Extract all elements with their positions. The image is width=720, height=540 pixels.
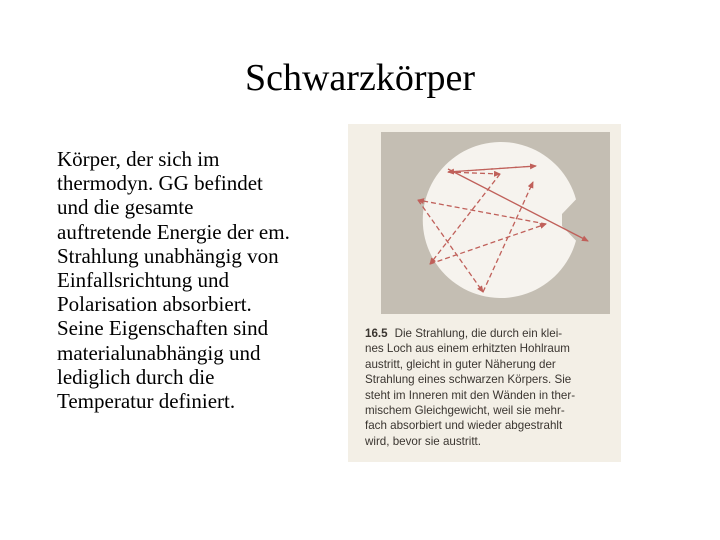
caption-line: steht im Inneren mit den Wänden in ther- [365, 388, 576, 402]
cavity [423, 142, 576, 298]
figure-caption [365, 326, 621, 449]
body-line: Polarisation absorbiert. [57, 292, 252, 317]
caption-line: mischem Gleichgewicht, weil sie mehr- [365, 404, 565, 418]
body-line: materialunabhängig und [57, 340, 261, 365]
body-line: Einfallsrichtung und [57, 268, 230, 293]
body-line: thermodyn. GG befindet [57, 171, 263, 196]
body-line: Temperatur definiert. [57, 389, 236, 414]
caption-line: 16.5 Die Strahlung, die durch ein klei- [365, 327, 563, 340]
caption-line: nes Loch aus einem erhitzten Hohlraum [365, 342, 570, 356]
caption-line: austritt, gleicht in guter Näherung der [365, 357, 556, 371]
body-line: auftretende Energie der em. [57, 219, 290, 244]
figure-scan [348, 124, 621, 462]
slide-title: Schwarzkörper [244, 57, 475, 99]
caption-line: fach absorbiert und wieder abgestrahlt [365, 419, 563, 433]
body-line: Körper, der sich im [57, 147, 220, 171]
body-line: Strahlung unabhängig von [57, 243, 279, 268]
figure-number: 16.5 [365, 327, 388, 340]
body-line: Seine Eigenschaften sind [57, 316, 269, 341]
body-text [57, 147, 342, 413]
caption-line: Strahlung eines schwarzen Körpers. Sie [365, 373, 572, 387]
body-line: lediglich durch die [57, 364, 215, 389]
caption-line: wird, bevor sie austritt. [365, 434, 481, 448]
body-line: und die gesamte [57, 195, 194, 220]
